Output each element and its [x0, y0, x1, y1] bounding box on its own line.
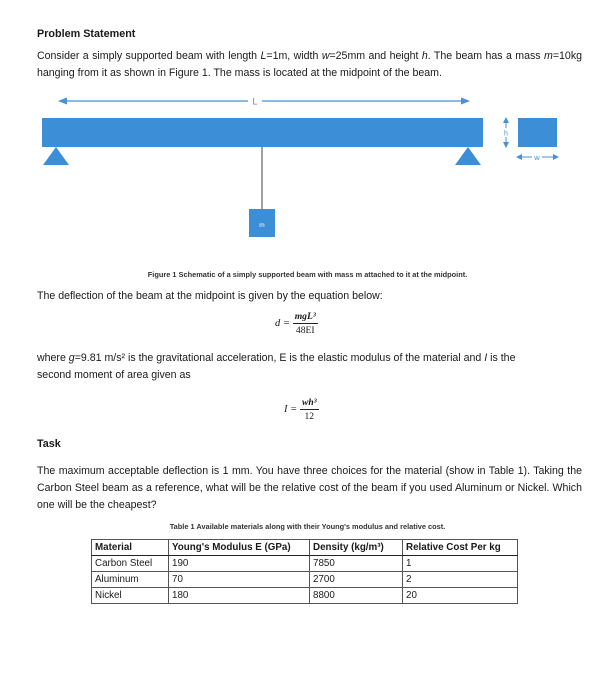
cell-modulus: 190: [169, 556, 310, 572]
width-label: w: [534, 153, 540, 162]
materials-table: [91, 539, 518, 604]
inertia-equation: [284, 396, 319, 423]
deflection-text: The deflection of the beam at the midpoint is given by the equation below:: [37, 290, 383, 302]
intro-var-h: h: [421, 50, 428, 62]
figure-caption: Figure 1 Schematic of a simply supported beam with mass m attached to it at the midpoint.: [147, 270, 468, 279]
intro-paragraph: [37, 48, 582, 82]
right-support: [455, 147, 481, 165]
cell-material: Carbon Steel: [92, 556, 169, 572]
table-row: [92, 588, 518, 604]
length-arrow: [58, 98, 470, 105]
intro-var-L: L: [260, 50, 267, 62]
where-text-3: is the: [487, 352, 516, 364]
intro-text-5: =10kg hanging from it as shown in Figure 1. The mass is located at the midpoint of the beam.: [37, 50, 583, 79]
inertia-numerator: wh³: [301, 397, 317, 408]
where-text-1: where: [37, 352, 69, 364]
length-label: L: [252, 96, 258, 107]
cell-cost: 20: [403, 588, 518, 604]
inertia-lhs: I =: [284, 404, 298, 415]
where-var-I: I: [484, 352, 488, 364]
cell-material: Aluminum: [92, 572, 169, 588]
cross-section: [518, 118, 557, 147]
cell-density: 8800: [310, 588, 403, 604]
cell-density: 2700: [310, 572, 403, 588]
table-row: [92, 556, 518, 572]
where-paragraph: [37, 350, 582, 384]
beam: [42, 118, 483, 147]
cell-material: Nickel: [92, 588, 169, 604]
intro-text-3: =25mm and height: [329, 50, 422, 62]
cell-modulus: 70: [169, 572, 310, 588]
intro-text-2: =1m, width: [266, 50, 322, 62]
where-line-2: second moment of area given as: [37, 369, 191, 381]
header-material: Material: [92, 540, 169, 556]
where-var-g: g: [68, 352, 75, 364]
task-heading: Task: [37, 438, 61, 450]
table-caption: Table 1 Available materials along with their Young's modulus and relative cost.: [169, 522, 446, 531]
cell-cost: 2: [403, 572, 518, 588]
cell-cost: 1: [403, 556, 518, 572]
header-density: Density (kg/m³): [310, 540, 403, 556]
beam-schematic: [0, 88, 615, 270]
task-paragraph: The maximum acceptable deflection is 1 mm. You have three choices for the material (show in Table 1). Taking the Carbon Steel beam as a reference, what will be the relative cost of the beam if you used Aluminum or Nickel. Which one will be the cheapest?: [37, 465, 582, 511]
deflection-fraction: [293, 310, 318, 337]
intro-text-4: . The beam has a mass: [427, 50, 545, 62]
intro-var-w: w: [321, 50, 330, 62]
table-row: [92, 572, 518, 588]
cell-modulus: 180: [169, 588, 310, 604]
inertia-fraction: [300, 396, 319, 423]
mass-label: m: [259, 222, 265, 229]
where-text-2: =9.81 m/s² is the gravitational acceleration, E is the elastic modulus of the material and: [74, 352, 485, 364]
intro-var-m: m: [544, 50, 553, 62]
problem-statement-heading: Problem Statement: [37, 28, 136, 40]
deflection-numerator: mgL³: [294, 311, 316, 322]
deflection-equation: [275, 310, 318, 337]
table-header-row: [92, 540, 518, 556]
inertia-denominator: 12: [304, 411, 315, 422]
header-youngs-modulus: Young's Modulus E (GPa): [169, 540, 310, 556]
header-relative-cost: Relative Cost Per kg: [403, 540, 518, 556]
height-label: h: [504, 130, 508, 138]
deflection-denominator: 48EI: [295, 325, 315, 336]
left-support: [43, 147, 69, 165]
intro-text-1: Consider a simply supported beam with length: [37, 50, 261, 62]
deflection-lhs: d =: [275, 318, 290, 329]
cell-density: 7850: [310, 556, 403, 572]
